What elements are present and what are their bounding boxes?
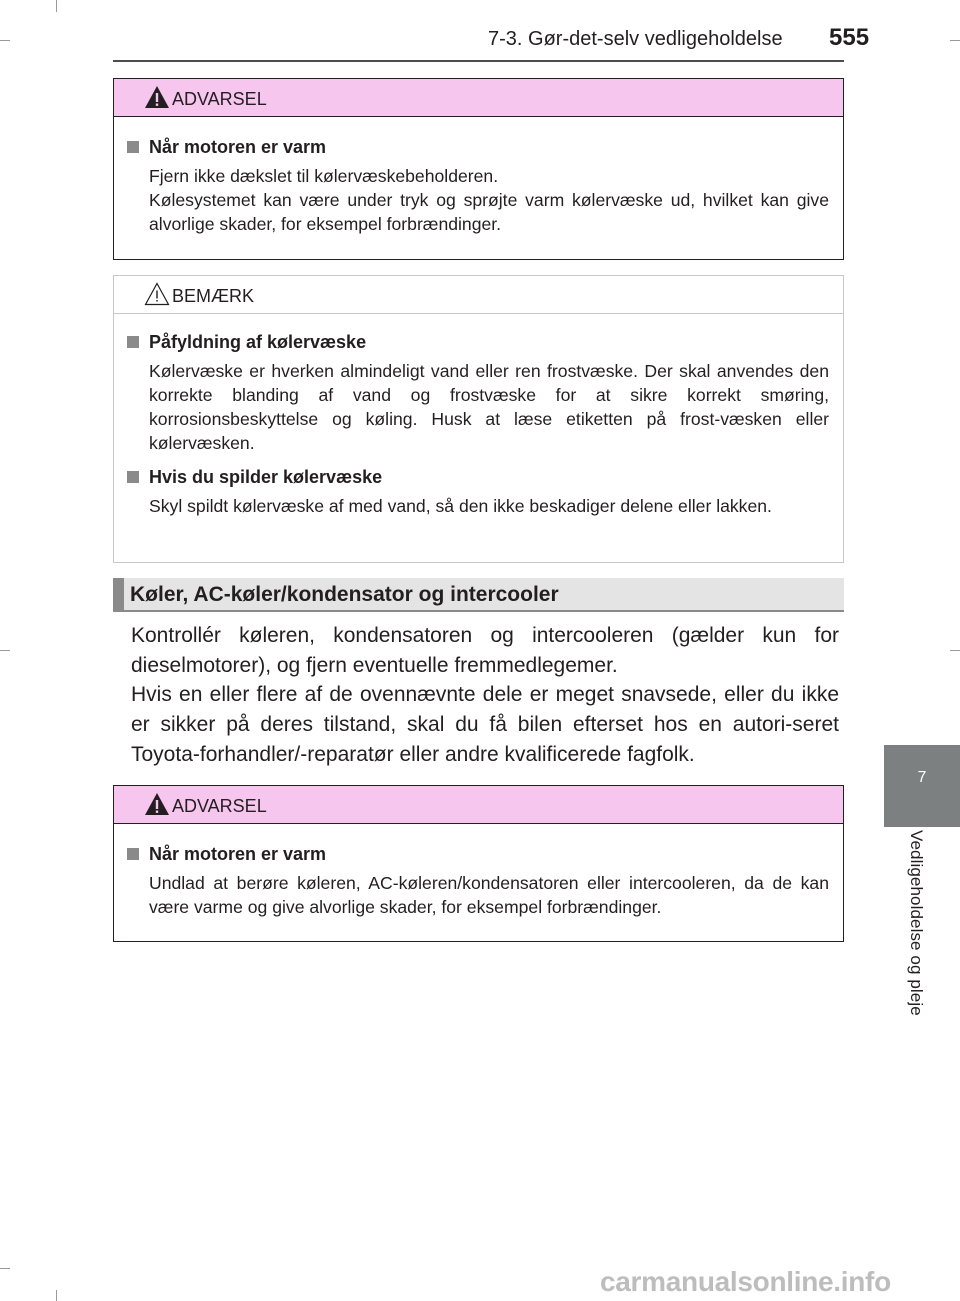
- warning-item-text: Undlad at berøre køleren, AC-køleren/kondensatoren eller intercooleren, da de kan være varme og give alvorlige skader, for eksempel forbrændinger.: [149, 873, 829, 917]
- note-box: [113, 275, 844, 563]
- chapter-title: Vedligeholdelse og pleje: [907, 830, 926, 1016]
- warning-label: ADVARSEL: [172, 796, 267, 816]
- section-heading: [113, 578, 844, 612]
- warning-triangle-icon: [144, 85, 170, 109]
- section-heading-text: Køler, AC-køler/kondensator og intercooler: [130, 583, 559, 606]
- note-item-title: Hvis du spilder kølervæske: [127, 467, 829, 488]
- note-item-text: Skyl spildt kølervæske af med vand, så den ikke beskadiger delene eller lakken.: [149, 496, 772, 516]
- chapter-tab: [884, 745, 960, 827]
- note-label: BEMÆRK: [172, 286, 255, 306]
- crop-mark: [56, 0, 57, 12]
- chapter-number: 7: [917, 769, 927, 786]
- watermark: carmanualsonline.info: [600, 1266, 891, 1297]
- warning-triangle-icon: [144, 792, 170, 816]
- warning-box-header: [114, 79, 843, 117]
- note-box-header: [114, 276, 843, 314]
- running-header-title: 7-3. Gør-det-selv vedligeholdelse: [488, 28, 783, 50]
- warning-item-title: Når motoren er varm: [127, 137, 829, 158]
- bullet-square-icon: [127, 848, 139, 860]
- note-item-title: Påfyldning af kølervæske: [127, 332, 829, 353]
- page-number: 555: [829, 24, 870, 51]
- warning-item-text: Fjern ikke dækslet til kølervæskebeholderen.: [149, 166, 499, 186]
- warning-item-text: Kølesystemet kan være under tryk og sprøjte varm kølervæske ud, hvilket kan give alvorlige skader, for eksempel forbrændinger.: [149, 190, 829, 234]
- warning-box-header: [114, 786, 843, 824]
- crop-mark: [0, 1268, 10, 1269]
- warning-item-title: Når motoren er varm: [127, 844, 829, 865]
- bullet-square-icon: [127, 471, 139, 483]
- crop-mark: [0, 650, 10, 651]
- bullet-square-icon: [127, 141, 139, 153]
- bullet-square-icon: [127, 336, 139, 348]
- crop-mark: [0, 40, 10, 41]
- crop-mark: [56, 1290, 57, 1301]
- caution-triangle-outline-icon: [144, 282, 170, 306]
- warning-box: [113, 785, 844, 942]
- note-item-text: Kølervæske er hverken almindeligt vand eller ren frostvæske. Der skal anvendes den korrekte blanding af vand og frostvæske for at sikre korrekt smøring, korrosionsbeskyttelse og køling. Husk at læse etiketten på frost-væsken eller kølervæsken.: [149, 361, 829, 453]
- warning-box: [113, 78, 844, 260]
- header-rule: [113, 60, 844, 62]
- warning-label: ADVARSEL: [172, 89, 267, 109]
- body-paragraph: Kontrollér køleren, kondensatoren og intercooleren (gælder kun for dieselmotorer), og fjern eventuelle fremmedlegemer.: [131, 624, 839, 677]
- crop-mark: [950, 650, 960, 651]
- section-heading-bar: [113, 578, 124, 610]
- body-paragraph: Hvis en eller flere af de ovennævnte dele er meget snavsede, eller du ikke er sikker på deres tilstand, skal du få bilen efterset hos en autori-seret Toyota-forhandler/-reparatør eller andre kvalificerede fagfolk.: [131, 683, 839, 766]
- crop-mark: [950, 40, 960, 41]
